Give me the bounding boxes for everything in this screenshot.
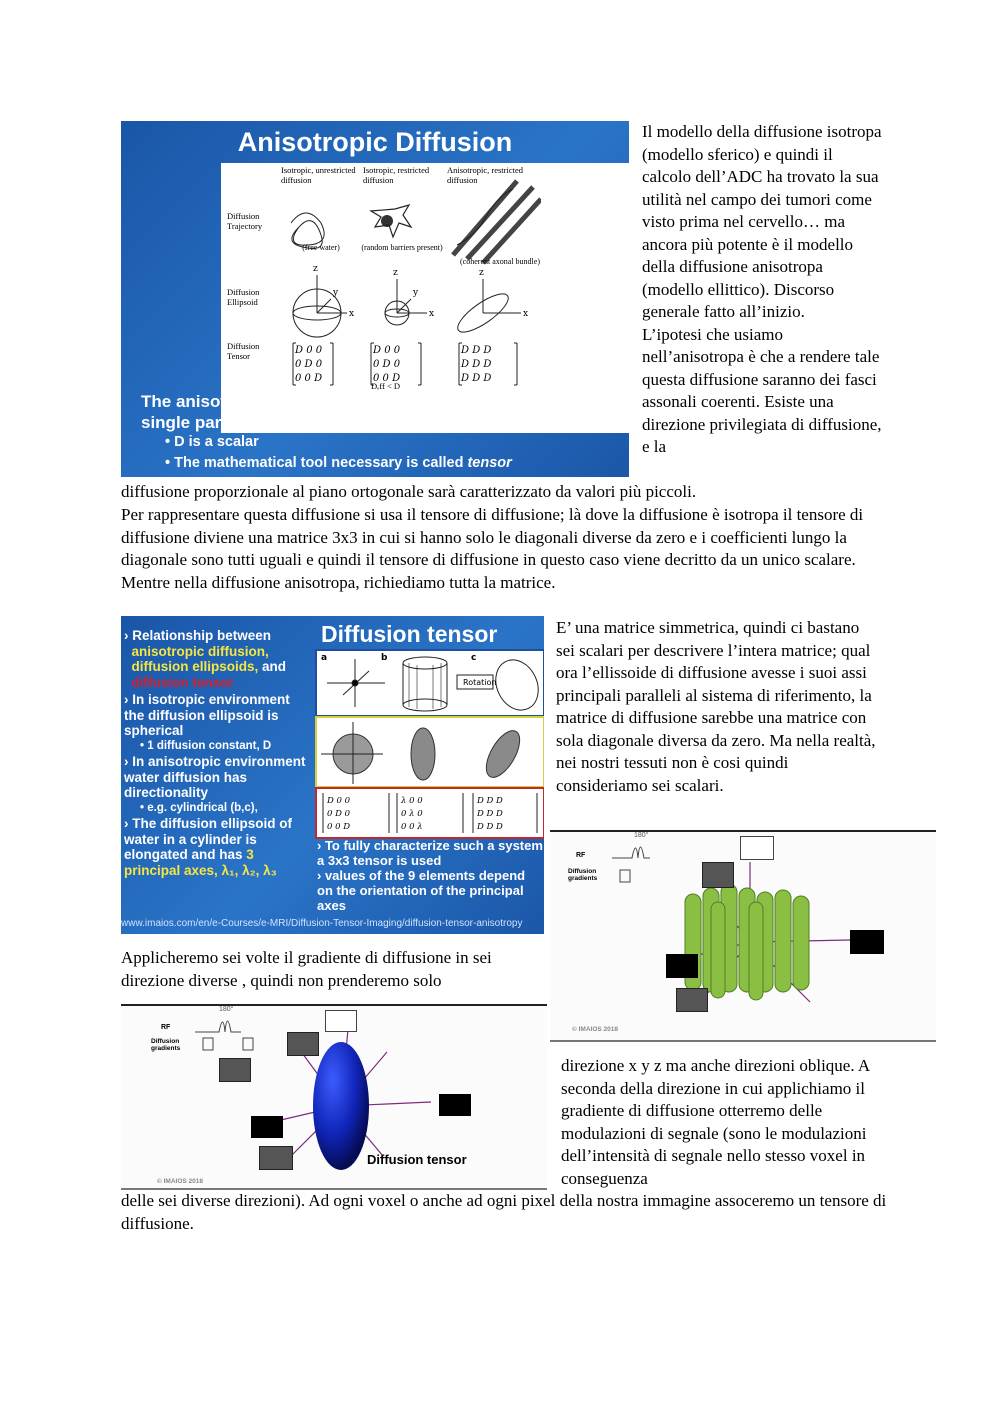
- slide2-right-bullets: [317, 838, 543, 913]
- paragraph-oblique-directions: direzione x y z ma anche direzioni oblique. A seconda della direzione in cui applichiamo il gradiente di diffusione otterremo delle modulazioni di segnale (sono le modulazioni dell’intensità di segnale nello stesso voxel in conseguenza: [561, 1056, 870, 1188]
- rotation-label: Rotation: [463, 678, 497, 687]
- svg-text:D D D: D D D: [461, 373, 492, 384]
- slide2-title: Diffusion tensor: [321, 621, 498, 647]
- tensor-ellipsoid-diagram: [121, 1006, 547, 1188]
- svg-text:0 D 0: 0 D 0: [295, 359, 323, 370]
- svg-text:λ 0 0: λ 0 0: [401, 796, 423, 806]
- slide2-url: www.imaios.com/en/e-Courses/e-MRI/Diffusion-Tensor-Imaging/diffusion-tensor-anisotropy: [121, 918, 523, 929]
- bullet-ellipsoid: › The diffusion ellipsoid of water in a cylinder is elongated and has 3 principal axes, λ₁, λ₂, λ₃: [124, 816, 292, 878]
- svg-text:x: x: [349, 309, 355, 319]
- paragraph-isotropic-model: Il modello della diffusione isotropa (modello sferico) e quindi il calcolo dell’ADC ha trovato la sua utilità nel campo dei tumori come visto prima nel cervello… ma ancora più potente è il modello della diffusione anisotropa (modello ellittico). Discorso generale fatto all’inizio.: [642, 122, 882, 321]
- svg-text:D 0 0: D 0 0: [327, 796, 351, 806]
- gradient-box-3: [219, 1058, 251, 1082]
- svg-text:D 0 0: D 0 0: [373, 345, 401, 356]
- svg-text:D D D: D D D: [461, 359, 492, 370]
- col-head-1: Isotropic, unrestricted diffusion: [281, 165, 356, 185]
- axes-cylinder-diagram: [317, 651, 543, 715]
- bullet-relationship: › Relationship between anisotropic diffusion, diffusion ellipsoids, and diffusion tensor: [124, 628, 287, 690]
- slide1-bullet-2: [165, 455, 512, 471]
- slide1-headline: The anisotropic diffusion can not be described by a single parameter: [141, 392, 558, 432]
- gradients-fibers-slide: [550, 830, 936, 1042]
- svg-text:D D D: D D D: [477, 796, 503, 806]
- slide4-rf: RF: [161, 1024, 171, 1031]
- svg-text:z: z: [479, 268, 484, 278]
- gradient-box-2: [287, 1032, 319, 1056]
- svg-text:0 D 0: 0 D 0: [327, 809, 351, 819]
- bullet1-text: D is a scalar: [174, 434, 259, 450]
- svg-text:y: y: [413, 288, 419, 298]
- row-head-2: Diffusion Ellipsoid: [227, 287, 260, 307]
- slide4-copyright: © IMAIOS 2018: [157, 1178, 203, 1185]
- gradient-box-6: [259, 1146, 293, 1170]
- svg-text:z: z: [393, 268, 398, 278]
- panel-a-label: a: [321, 653, 328, 663]
- diffusion-tensor-ellipsoid-slide: [121, 1004, 547, 1190]
- svg-text:0 0 λ: 0 0 λ: [401, 822, 423, 832]
- slide4-caption: Diffusion tensor: [367, 1152, 467, 1167]
- tensor-figure-row-3: [315, 787, 544, 839]
- svg-text:0 0 D: 0 0 D: [327, 822, 351, 832]
- gradient-box-5: [251, 1116, 283, 1138]
- slide4-grad: Diffusion gradients: [151, 1038, 181, 1052]
- slide1-bullet-1: [165, 434, 259, 450]
- svg-text:x: x: [523, 309, 529, 319]
- svg-text:x: x: [429, 309, 435, 319]
- deff-label: Dₑff < D: [371, 381, 401, 391]
- panel-c-label: c: [471, 653, 477, 663]
- caption-axonal-bundle: (coherent axonal bundle): [460, 257, 540, 266]
- gradient-box-1: [325, 1010, 357, 1032]
- col-head-2: Isotropic, restricted diffusion: [363, 165, 430, 185]
- paragraph-orthogonal-plane: diffusione proporzionale al piano ortogonale sarà caratterizzato da valori più piccoli.: [121, 482, 697, 501]
- panel-b-label: b: [381, 653, 388, 663]
- slide4-deg: 180°: [219, 1006, 234, 1013]
- slide3-rf: RF: [576, 852, 586, 859]
- col-head-3: Anisotropic, restricted diffusion: [447, 165, 524, 185]
- svg-text:z: z: [313, 264, 318, 274]
- tensor-figure-row-2: [315, 716, 544, 788]
- bullet-anisotropic: › In anisotropic environment water diffusion has directionality: [124, 754, 306, 800]
- paragraph-anisotropic-hypothesis: L’ipotesi che usiamo nell’anisotropa è che a rendere tale questa diffusione saranno dei fasci assonali coerenti. Esiste una direzione privilegiata di diffusione, e la: [642, 324, 882, 456]
- tensor-figure-row-1: [315, 649, 544, 717]
- svg-text:0 D 0: 0 D 0: [373, 359, 401, 370]
- caption-free-water: (free water): [302, 243, 340, 252]
- slide2-left-bullets: [124, 628, 310, 878]
- sub-bullet-cylindrical: • e.g. cylindrical (b,c),: [140, 801, 258, 814]
- bullet2-text: The mathematical tool necessary is called: [174, 455, 468, 471]
- ellipsoids-diagram: [317, 718, 543, 786]
- svg-text:D D D: D D D: [477, 809, 503, 819]
- bullet-dot: •: [165, 455, 175, 471]
- diffusion-tensor-slide: [121, 616, 544, 934]
- slide3-copyright: © IMAIOS 2018: [572, 1026, 618, 1033]
- svg-text:D 0 0: D 0 0: [295, 345, 323, 356]
- gradient-box-3: [850, 930, 884, 954]
- caption-random-barriers: (random barriers present): [361, 243, 443, 252]
- anisotropic-diffusion-slide: [121, 121, 629, 477]
- bullet-isotropic: › In isotropic environment the diffusion ellipsoid is spherical: [124, 692, 290, 738]
- gradient-box-2: [702, 862, 734, 888]
- svg-text:y: y: [333, 288, 339, 298]
- bullet-nine-elements: › values of the 9 elements depend on the orientation of the principal axes: [317, 868, 526, 913]
- svg-text:D D D: D D D: [461, 345, 492, 356]
- gradient-box-1: [740, 836, 774, 860]
- gradient-box-4: [666, 954, 698, 978]
- gradient-box-5: [676, 988, 708, 1012]
- slide1-title: Anisotropic Diffusion: [237, 127, 513, 157]
- side-text-1: [642, 121, 886, 459]
- paragraph-symmetric-matrix: E’ una matrice simmetrica, quindi ci bastano sei scalari per descrivere l’intera matrice; qual ora l’ellissoide di diffusione avesse i suoi assi principali paralleli al sistema di riferimento, la matrice di diffusione sarebbe una matrice con sola diagonale diversa da zero. Ma nella realtà, nei nostri tessuti non è cosi quindi consideriamo sei scalari.: [556, 618, 876, 795]
- paragraph-diffusion-tensor: Per rappresentare questa diffusione si usa il tensore di diffusione; là dove la diffusione è isotropa il tensore di diffusione diviene una matrice 3x3 in cui si hanno solo le diagonali diverse da zero e i coefficienti lungo la diagonale sono tutti uguali e quindi il tensore di diffusione in questo caso viene decritto da un unico scalare. Mentre nella diffusione anisotropa, richiediamo tutta la matrice.: [121, 505, 864, 592]
- row-head-1: Diffusion Trajectory: [227, 211, 263, 231]
- svg-text:0 0 D: 0 0 D: [373, 373, 401, 384]
- paragraph-six-gradients: Applicheremo sei volte il gradiente di diffusione in sei direzione diverse , quindi non prenderemo solo: [121, 948, 492, 990]
- bullet-full-characterize: › To fully characterize such a system a 3x3 tensor is used: [317, 838, 543, 868]
- gradient-box-4: [439, 1094, 471, 1116]
- bullet-dot: •: [165, 434, 175, 450]
- row-head-3: Diffusion Tensor: [227, 341, 260, 361]
- svg-text:0 0 D: 0 0 D: [295, 373, 323, 384]
- slide3-grad: Diffusion gradients: [568, 868, 598, 882]
- matrices-diagram: [317, 789, 543, 837]
- bullet2-emphasis: tensor: [467, 455, 512, 471]
- svg-text:D D D: D D D: [477, 822, 503, 832]
- slide3-deg: 180°: [634, 832, 649, 839]
- sub-bullet-constant: • 1 diffusion constant, D: [140, 739, 272, 752]
- svg-text:0 λ 0: 0 λ 0: [401, 809, 423, 819]
- paragraph-voxel-tensor: delle sei diverse direzioni). Ad ogni voxel o anche ad ogni pixel della nostra immagine assoceremo un tensore di diffusione.: [121, 1191, 887, 1233]
